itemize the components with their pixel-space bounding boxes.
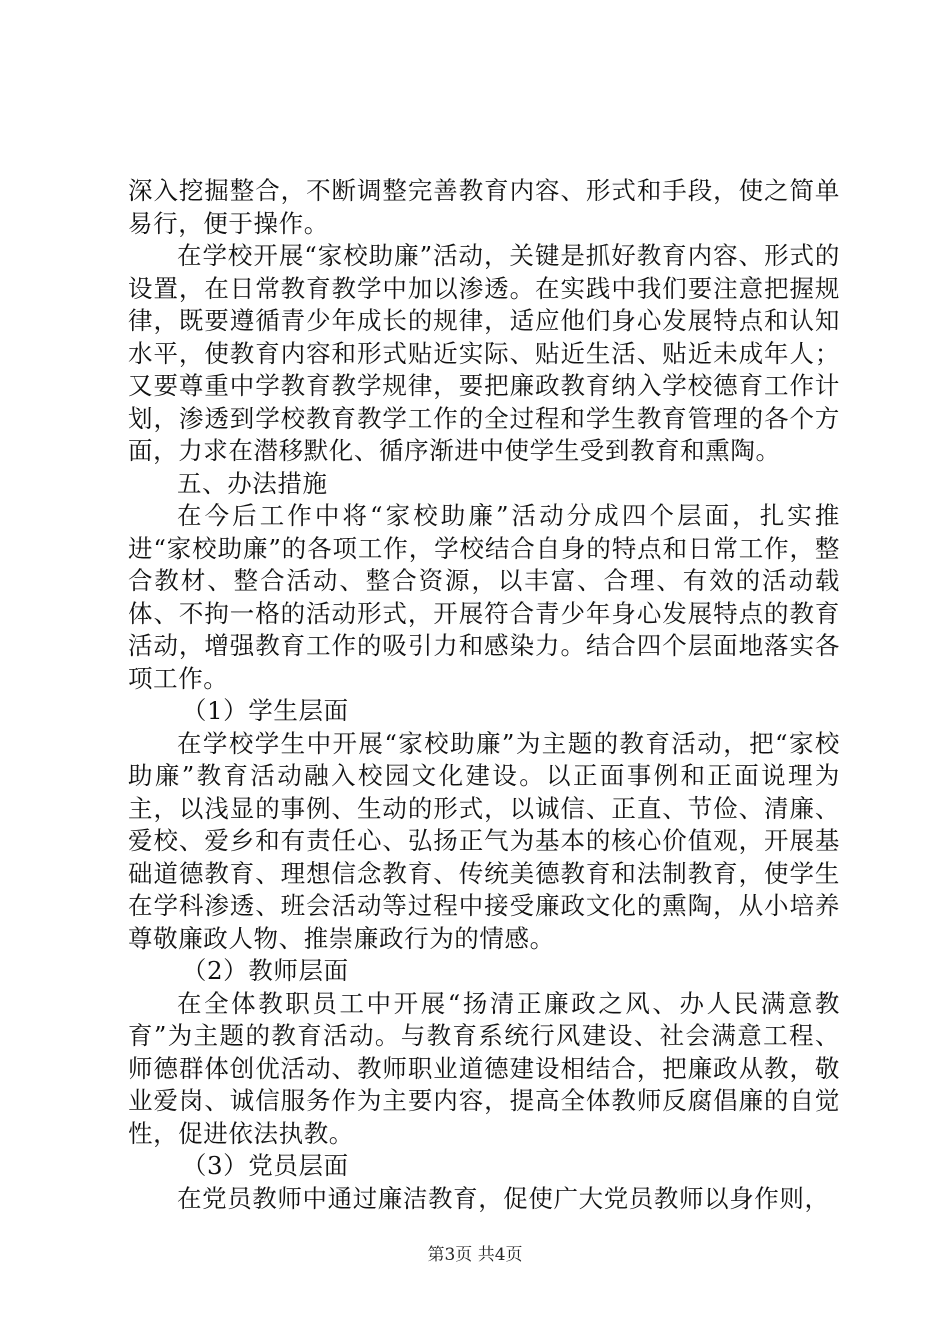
paragraph-continuation: 深入挖掘整合，不断调整完善教育内容、形式和手段，使之简单易行，便于操作。 xyxy=(128,176,840,238)
subheading-student-level: （1）学生层面 xyxy=(181,696,349,725)
page-footer xyxy=(0,1244,950,1266)
paragraph-four-levels: 在今后工作中将“家校助廉”活动分成四个层面，扎实推进“家校助廉”的各项工作，学校结合自身的特点和日常工作，整合教材、整合活动、整合资源，以丰富、合理、有效的活动载体、不拘一格的活动形式，开展符合青少年身心发展特点的教育活动，增强教育工作的吸引力和感染力。结合四个层面地落实各项工作。 xyxy=(128,501,840,693)
paragraph-student-level: 在学校学生中开展“家校助廉”为主题的教育活动，把“家校助廉”教育活动融入校园文化建设。以正面事例和正面说理为主，以浅显的事例、生动的形式，以诚信、正直、节俭、清廉、爱校、爱乡和有责任心、弘扬正气为基本的核心价值观，开展基础道德教育、理想信念教育、传统美德教育和法制教育，使学生在学科渗透、班会活动等过程中接受廉政文化的熏陶，从小培养尊敬廉政人物、推崇廉政行为的情感。 xyxy=(128,728,840,953)
paragraph-teacher-level: 在全体教职员工中开展“扬清正廉政之风、办人民满意教育”为主题的教育活动。与教育系统行风建设、社会满意工程、师德群体创优活动、教师职业道德建设相结合，把廉政从教，敬业爱岗、诚信服务作为主要内容，提高全体教师反腐倡廉的自觉性，促进依法执教。 xyxy=(128,988,840,1148)
subheading-party-member-level: （3）党员层面 xyxy=(181,1151,349,1180)
subheading-teacher-level: （2）教师层面 xyxy=(181,956,349,985)
page-number-label: 第3页 共4页 xyxy=(427,1245,523,1265)
paragraph-content-setting: 在学校开展“家校助廉”活动，关键是抓好教育内容、形式的设置，在日常教育教学中加以渗透。在实践中我们要注意把握规律，既要遵循青少年成长的规律，适应他们身心发展特点和认知水平，使教育内容和形式贴近实际、贴近生活、贴近未成年人；又要尊重中学教育教学规律，要把廉政教育纳入学校德育工作计划，渗透到学校教育教学工作的全过程和学生教育管理的各个方面，力求在潜移默化、循序渐进中使学生受到教育和熏陶。 xyxy=(128,241,840,465)
section-heading-measures: 五、办法措施 xyxy=(177,468,328,498)
document-body xyxy=(128,175,840,1215)
paragraph-party-member-level: 在党员教师中通过廉洁教育，促使广大党员教师以身作则， xyxy=(177,1183,830,1213)
